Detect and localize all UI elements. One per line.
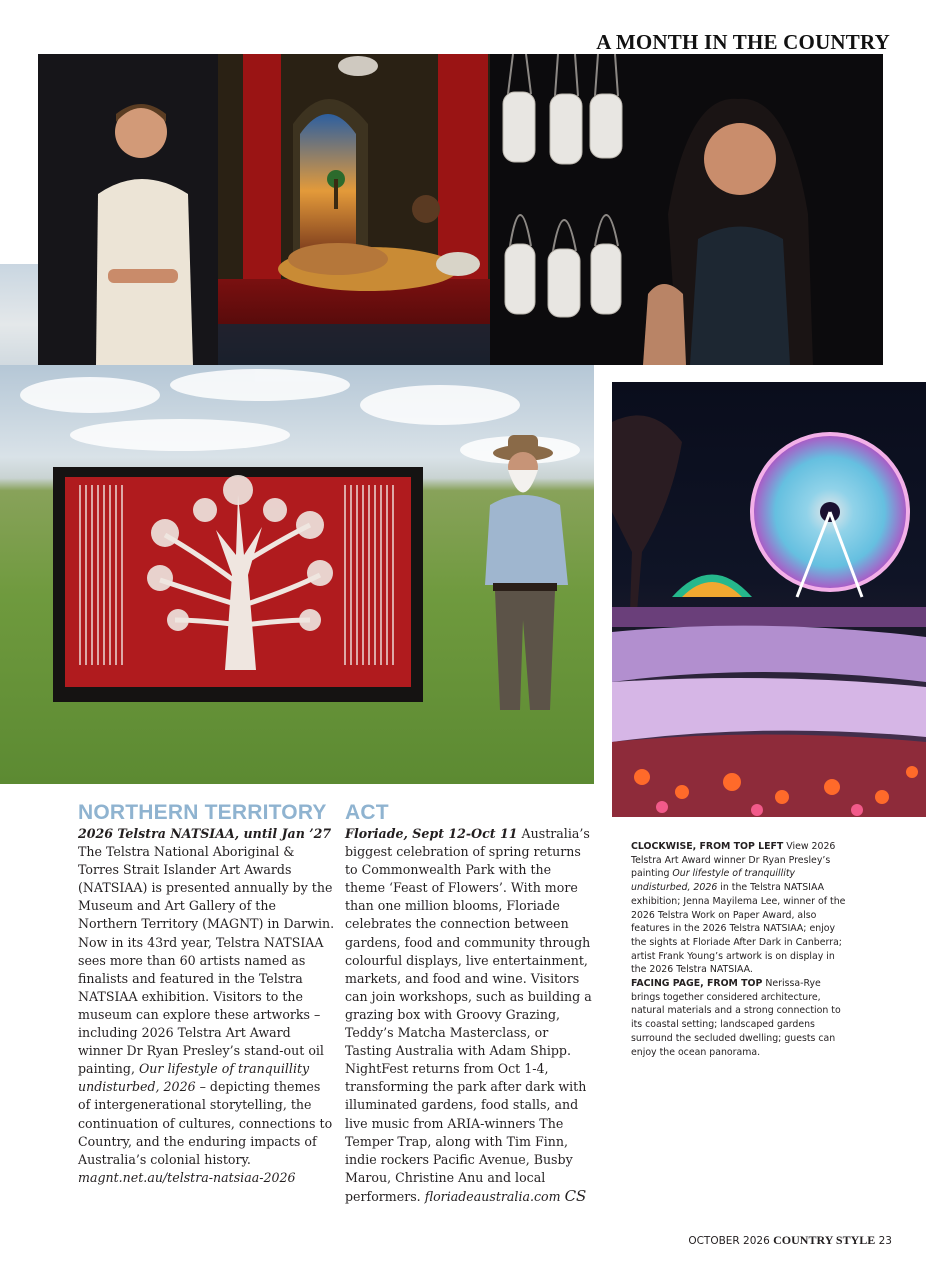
caption-artwork-title: Our lifestyle of tranquillity undisturbed, 2026 — [631, 868, 796, 894]
page-number: 23 — [878, 1235, 892, 1247]
outback-artwork-photo — [0, 365, 594, 784]
caption-text-facing: Nerissa-Rye brings together considered architecture, natural materials and a strong connection to its coastal setting; landscaped gardens surround the secluded dwelling; guests can enjoy the ocean panorama. — [631, 978, 841, 1058]
act-article — [345, 825, 593, 1206]
page-footer — [688, 1233, 892, 1248]
act-website-link[interactable]: floriadeaustralia.com — [424, 1188, 561, 1204]
act-event-lead: Floriade, Sept 12-Oct 11 — [345, 826, 518, 841]
signoff-mark: CS — [564, 1186, 587, 1205]
section-label: A MONTH IN THE COUNTRY — [596, 30, 890, 54]
nt-body-text: The Telstra National Aboriginal & Torres Strait Islander Art Awards (NATSIAA) is presented annually by the Museum and Art Gallery of the Northern Territory (MAGNT) in Darwin. Now in its 43rd year, Telstra NATSIAA sees more than 60 artists named as finalists and featured in the Telstra NATSIAA exhibition. Visitors to the museum can explore these artworks – including 2026 Telstra Art Award winner Dr Ryan Presley’s stand-out oil painting, — [78, 844, 335, 1077]
nt-article — [78, 825, 336, 1187]
issue-date: OCTOBER 2026 — [688, 1235, 770, 1247]
nt-website-link[interactable]: magnt.net.au/telstra-natsiaa-2026 — [78, 1169, 296, 1185]
nt-artwork-title: Our lifestyle of tranquillity undisturbed, 2026 — [78, 1061, 310, 1095]
caption-text-continued: in the Telstra NATSIAA exhibition; Jenna Mayilema Lee, winner of the 2026 Telstra Work on Paper Award, also features in the 2026 Telstra NATSIAA; enjoy the sights at Floriade After Dark in Canberra; artist Frank Young’s artwork is on display in the 2026 Telstra NATSIAA. — [631, 882, 846, 976]
caption-heading-clockwise: CLOCKWISE, FROM TOP LEFT — [631, 841, 784, 852]
caption-heading-facing: FACING PAGE, FROM TOP — [631, 978, 763, 990]
outback-artwork-illustration — [0, 365, 594, 784]
caption-text: View 2026 Telstra Art Award winner Dr Ryan Presley’s painting — [631, 841, 836, 880]
nt-body-text-continued: – depicting themes of intergenerational storytelling, the continuation of cultures, connections to Country, and the enduring impacts of Australia’s colonial history. — [78, 1079, 333, 1167]
region-heading-nt: NORTHERN TERRITORY — [78, 801, 327, 824]
region-heading-act: ACT — [345, 801, 389, 824]
museum-portraits-photo — [38, 54, 883, 365]
museum-portraits-illustration — [38, 54, 883, 365]
photo-caption — [631, 840, 849, 1059]
act-body-text: Australia’s biggest celebration of spring returns to Commonwealth Park with the theme ‘Feast of Flowers’. With more than one million blooms, Floriade celebrates the connection between gardens, food and community through colourful displays, live entertainment, markets, and food and wine. Visitors can join workshops, such as building a grazing box with Groovy Grazing, Teddy’s Matcha Masterclass, or Tasting Australia with Adam Shipp. NightFest returns from Oct 1-4, transforming the park after dark with illuminated gardens, food stalls, and live music from ARIA-winners The Temper Trap, along with Tim Finn, indie rockers Pacific Avenue, Busby Marou, Christine Anu and local performers. — [345, 826, 592, 1204]
floriade-night-photo — [612, 382, 926, 817]
floriade-night-illustration — [612, 382, 926, 817]
nt-event-lead: 2026 Telstra NATSIAA, until Jan ’27 — [78, 826, 332, 841]
magazine-brand: COUNTRY STYLE — [773, 1233, 876, 1247]
sky-strip-image — [0, 264, 38, 365]
